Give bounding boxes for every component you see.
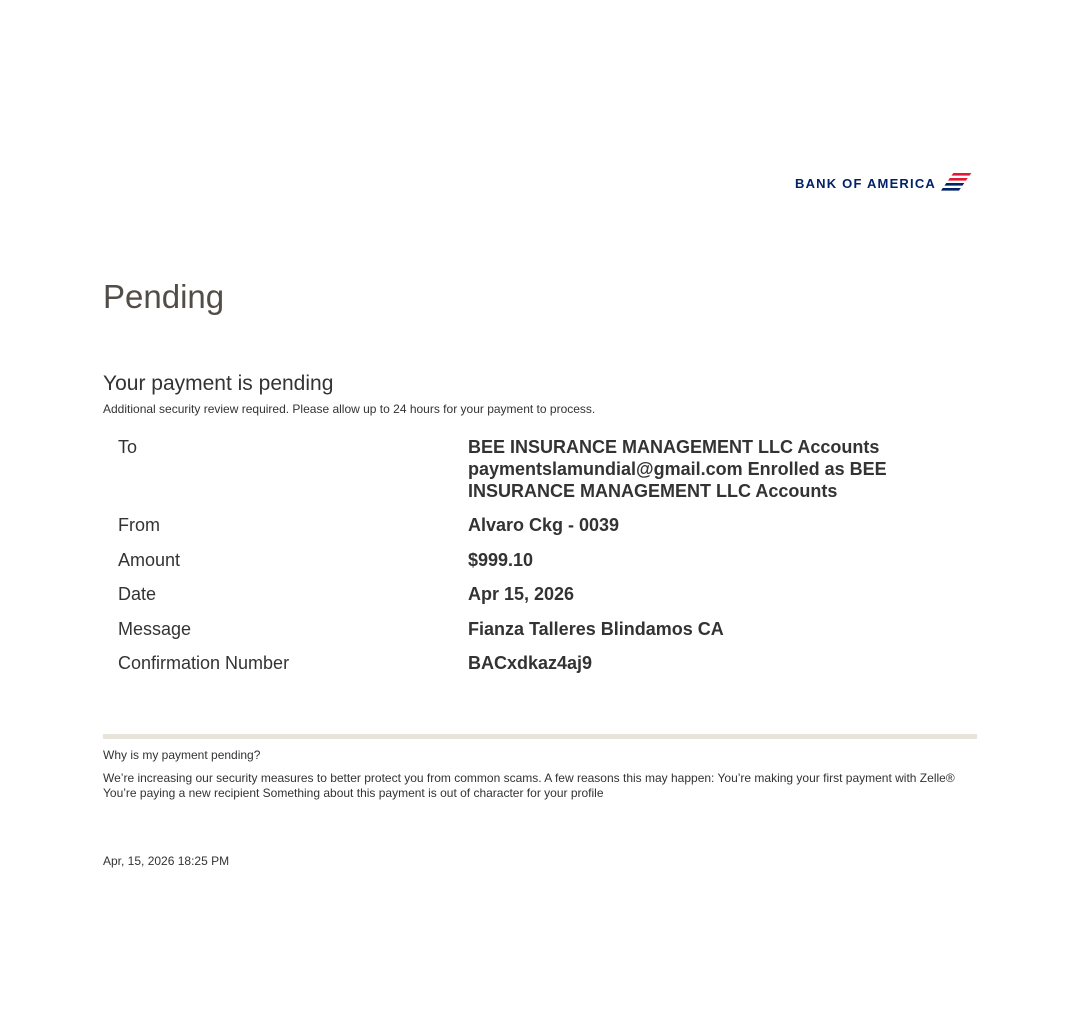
- detail-label: Amount: [118, 550, 181, 570]
- bank-of-america-logo: [795, 172, 977, 192]
- detail-value: Fianza Talleres Blindamos CA: [468, 619, 724, 639]
- page-title: Pending: [103, 278, 225, 315]
- section-divider: [103, 734, 977, 739]
- detail-row-to: [118, 436, 918, 502]
- logo-wordmark: BANK OF AMERICA: [795, 175, 937, 191]
- detail-row-date: [118, 583, 918, 605]
- detail-value: Apr 15, 2026: [468, 584, 575, 604]
- detail-label: To: [118, 437, 138, 457]
- detail-label: Date: [118, 584, 157, 604]
- payment-status-heading: Your payment is pending: [103, 372, 334, 395]
- detail-label: From: [118, 515, 160, 535]
- why-pending-text: We’re increasing our security measures to better protect you from common scams. A few reasons this may happen: You’re making your first payment with Zelle® You’re paying a new recipient Something about this payment is out of character for your profile: [103, 771, 955, 800]
- detail-value: $999.10: [468, 550, 534, 570]
- detail-value: BACxdkaz4aj9: [468, 653, 593, 673]
- security-review-note: Additional security review required. Please allow up to 24 hours for your payment to process.: [103, 402, 596, 416]
- detail-value: Alvaro Ckg - 0039: [468, 515, 620, 535]
- detail-row-from: [118, 514, 918, 536]
- payment-details: [118, 436, 918, 684]
- detail-row-confirmation: [118, 652, 918, 674]
- detail-label: Message: [118, 619, 192, 639]
- why-pending-heading: Why is my payment pending?: [103, 748, 261, 762]
- detail-label: Confirmation Number: [118, 653, 290, 673]
- timestamp: Apr, 15, 2026 18:25 PM: [103, 854, 230, 868]
- detail-value: BEE INSURANCE MANAGEMENT LLC Accounts paymentslamundial@gmail.com Enrolled as BEE INSURANCE MANAGEMENT LLC Accounts: [468, 437, 887, 501]
- detail-row-amount: [118, 549, 918, 571]
- detail-row-message: [118, 618, 918, 640]
- flag-icon: [940, 172, 974, 192]
